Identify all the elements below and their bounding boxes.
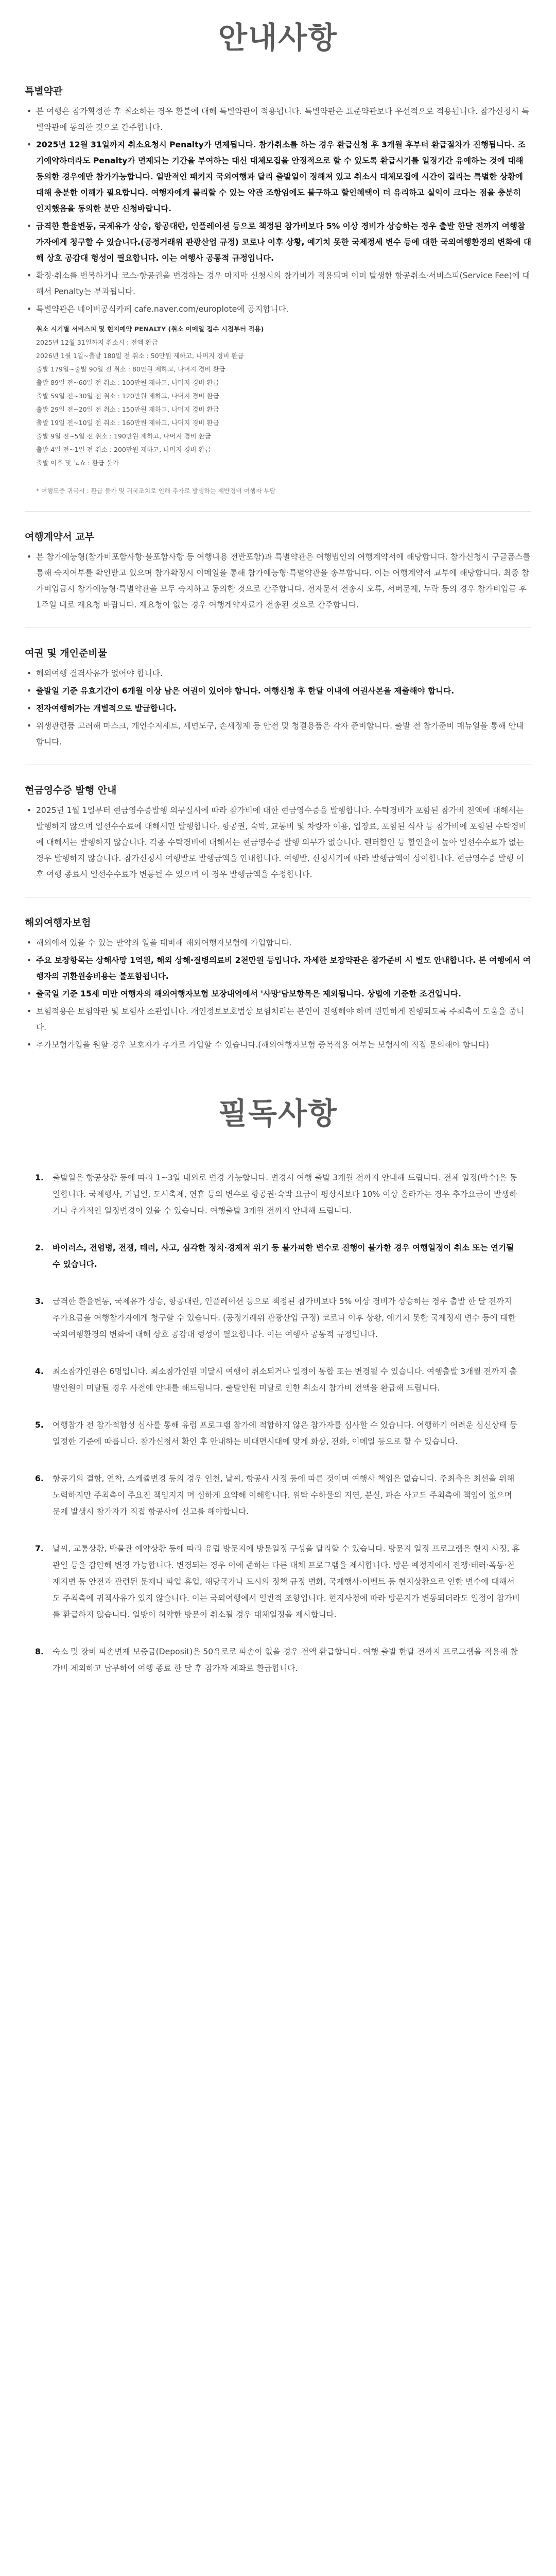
list-item: • 해외에서 있을 수 있는 만약의 일을 대비해 해외여행자보험에 가입합니다.: [25, 935, 531, 951]
emphasis-text: 주요 보장항목는 상해사망 1억원, 해외 상해·질병의료비 2천만원 등입니다. 자세한 보장약관은 참가준비 시 별도 안내합니다. 본 여행에서 여행자의 귀환원송비용는 불포함됩니다.: [36, 956, 531, 981]
item-text: 급격한 환율변동, 국제유가 상승, 항공대란, 인플레이션 등으로 책정된 참가비보다 5% 이상 경비가 상승하는 경우 출발 한 달 전까지 추가요금을 여행참가자에게 청구할 수 있습니다. (공정거래위 관광산업 규정) 코로나 이후 상황, 예기치 못한 국제정세 변수 등에 대한 국외여행환경의 변화에 대해 상호 공감대 형성이 필요합니다. 이는 여행사 공통적 규정입니다.: [53, 1297, 516, 1339]
passport-section: [25, 646, 531, 750]
penalty-note: * 여행도중 귀국시 : 환급 불가 및 귀국조치로 인해 추가로 발생하는 제반경비 여행자 부담: [36, 487, 276, 495]
item-number: 2.: [35, 1243, 44, 1252]
list-item: [25, 683, 531, 699]
list-item: • 2025년 1월 1일부터 현금영수증발행 의무실시에 따라 참가비에 대한 현금영수증을 발행합니다. 수탁경비가 포함된 참가비 전액에 대해서는 발행하지 않으며 일선수수료에 대해서만 발행합니다. 항공권, 숙박, 교통비 및 차량자 이용, 입장료, 포함된 식사 등 참가비에 포함된 수탁경비에 대해서는 발행하지 않습니다. 각종 수탁경비에 대해서는 현금영수증 발행 의무가 없습니다. 렌터할인 등 할인율이 높아 일선수수료가 없는 경우 발행하지 않습니다. 참가신청시 여행발로 발행금액을 안내합니다. 여행발, 신청시기에 따라 발행금액이 상이합니다. 현금영수증 발행 이후 여행 종료시 일선수수료가 변동될 수 있으며 이 경우 발행금액을 수정합니다.: [25, 803, 531, 883]
must-read-heading: 필독사항: [218, 1096, 338, 1131]
list-item: • 본 여행은 참가확정한 후 취소하는 경우 환불에 대해 특별약관이 적용됩니다. 특별약관은 표준약관보다 우선적으로 적용됩니다. 참가신청시 특별약관에 동의한 것으로 간주합니다.: [25, 104, 531, 135]
list-item: • 본 참가예능형(참가비포함사항·불포함사항 등 여행내용 전반포함)과 특별약관은 여행법인의 여행계약서에 해당합니다. 참가신청시 구글폼스를 통해 숙지여부를 확인받고 있으며 참가확정시 이메일을 통해 참가예능형·특별약관을 송부합니다. 이는 여행계약서 교부에 해당합니다. 최종 참가비입금시 참가예능형·특별약관을 모두 숙지하고 동의한 것으로 간주합니다. 전자문서 전송시 오류, 서버문제, 누락 등의 경우 참가비입금 후 1주일 내로 재요청 바랍니다. 재요청이 없는 경우 여행계약자료가 전송된 것으로 간주합니다.: [25, 549, 531, 613]
item-text: 출발일은 항공상황 등에 따라 1~3일 내외로 변경 가능합니다. 변경시 여행 출발 3개월 전까지 안내해 드립니다. 전체 일정(박수)은 동일합니다. 국제행사, 기념일, 도시축제, 연휴 등의 변수로 항공권·숙박 요금이 평상시보다 10% 이상 올라가는 경우 추가요금이 발생하거나 추가적인 일정변경이 있을 수 있습니다. 여행출발 3개월 전까지 안내해 드립니다.: [53, 1173, 517, 1215]
list-item: [25, 701, 531, 717]
penalty-row: 출발 29일 전~20일 전 취소 : 150만원 제하고, 나머지 경비 환급: [36, 405, 219, 413]
section-title-contract: 여행계약서 교부: [25, 531, 95, 543]
penalty-table-title: 취소 시기별 서비스피 및 현지예약 PENALTY (취소 이메일 접수 시점부터 적용): [36, 325, 264, 333]
section-title-passport: 여권 및 개인준비물: [25, 648, 108, 659]
list-item: [25, 986, 531, 1002]
penalty-row: 출발 9일 전~5일 전 취소 : 190만원 제하고, 나머지 경비 환급: [36, 432, 211, 440]
penalty-row: 출발 89일 전~60일 전 취소 : 100만원 제하고, 나머지 경비 환급: [36, 379, 219, 386]
insurance-section: [25, 915, 531, 1053]
penalty-row: 2025년 12월 31일까지 취소시 : 전액 환급: [36, 338, 158, 346]
penalty-row: 2026년 1월 1일~출발 180일 전 취소 : 50만원 제하고, 나머지 경비 환급: [36, 352, 244, 360]
list-item: • 추가보험가입을 원할 경우 보호자가 추가로 가입할 수 있습니다.(해외여행자보험 중복적용 여부는 보험사에 직접 문의해야 합니다): [25, 1037, 531, 1053]
item-number: 4.: [35, 1367, 44, 1376]
item-text: 숙소 및 장비 파손변제 보증금(Deposit)은 50유로로 파손이 없을 경우 전액 환급합니다. 여행 출발 한달 전까지 프로그램을 적용해 참가비 제외하고 납부하여 여행 종료 한 달 후 참가자 계좌로 환급합니다.: [53, 1647, 518, 1673]
emphasis-text: 전자여행허가는 개별적으로 발급합니다.: [36, 704, 177, 713]
section-title-insurance: 해외여행자보험: [25, 917, 91, 928]
emphasis-text: 2025년 12월 31일까지 취소요청시 Penalty가 면제됩니다. 참가취소를 하는 경우 환급신청 후 3개월 후부터 환급절차가 진행됩니다. 조기예약하더라도 Penalty가 면제되는 기간을 부여하는 대신 대체모집을 안정적으로 할 수 있도록 환급시기를 일정기간 유예하는 것에 대해 동의한 경우에만 참가가능합니다. 일반적인 패키지 국외여행과 달리 출발일이 정해져 있고 취소시 대체모집에 시간이 걸리는 특별한 상황에 대해 충분한 이해가 필요합니다. 여행자에게 불리할 수 있는 약관 조항임에도 불구하고 할인혜택이 더 유리하고 실익이 크다는 점을 충분히 인지했음을 동의한 분만 신청바랍니다.: [36, 140, 526, 213]
list-item: • 확정·취소를 번복하거나 코스·항공권을 변경하는 경우 마지막 신청시의 참가비가 적용되며 이미 발생한 항공취소·서비스피(Service Fee)에 대해서 Penalty는 부과됩니다.: [25, 268, 531, 300]
divider: [25, 511, 531, 512]
list-item: [35, 1540, 521, 1623]
notice-heading: 안내사항: [218, 20, 338, 55]
item-text: 날씨, 교통상황, 박물관 예약상황 등에 따라 유럽 방문지에 방문일정 구성을 달리할 수 있습니다. 방문지 일정 프로그램은 현지 사정, 휴관일 등을 감안해 변경 가능합니다. 변경되는 경우 이에 준하는 다른 대체 프로그램을 제시합니다. 방문 예정지에서 전쟁·테러·폭동·천재지변 등 안전과 관련된 문제나 파업 휴업, 해당국가나 도시의 정책 규정 변화, 국제행사·이벤트 등 현지상황으로 인한 변수에 대해서도 주최측에 귀책사유가 있지 않습니다. 이는 국외여행에서 일반적 조항입니다. 현지사정에 따라 방문지가 변동되더라도 일정이 참가비를 환급하지 않습니다. 일방이 허약한 방문이 취소될 경우 대체일정을 제시합니다.: [53, 1544, 520, 1619]
item-number: 3.: [35, 1297, 44, 1306]
contract-section: [25, 529, 531, 613]
item-number: 5.: [35, 1420, 44, 1430]
item-number: 6.: [35, 1474, 44, 1483]
list-item: • 해외여행 결격사유가 없어야 합니다.: [25, 666, 531, 682]
item-text: 항공기의 결항, 연착, 스케쥴변경 등의 경우 인천, 날씨, 항공사 사정 등에 따른 것이며 여행사 책임은 없습니다. 주최측은 최선을 위해 노력하지만 주최측이 주요진 책임지지 며 심하게 요약해 이해합니다. 위탁 수하물의 지연, 분실, 파손 사고도 주최측에 책임이 없으며 문제 발생시 참가자가 직접 항공사에 신고를 해야합니다.: [53, 1474, 515, 1516]
item-text: 여행참가 전 참가적합성 심사를 통해 유럽 프로그램 참가에 적합하지 않은 참가자를 심사할 수 있습니다. 여행하기 어려운 심신상태 등 일정한 기준에 따릅니다. 참가신청서 확인 후 안내하는 비대면시대에 맞게 화상, 전화, 이메일 등으로 할 수 있습니다.: [53, 1420, 517, 1446]
list-item: [25, 953, 531, 985]
list-item: [25, 137, 531, 217]
emphasis-text: 출국일 기준 15세 미만 여행자의 해외여행자보험 보장내역에서 '사망'담보항목은 제외됩니다. 상법에 기준한 조건입니다.: [36, 989, 461, 998]
list-item: • 보험적용은 보험약관 및 보험사 소관입니다. 개인정보보호법상 보험처리는 본인이 진행해야 하며 원만하게 진행되도록 주최측이 도움을 줍니다.: [25, 1004, 531, 1036]
list-item: [35, 1470, 521, 1520]
item-number: 7.: [35, 1544, 44, 1553]
list-item: • 특별약관은 네이버공식카페 cafe.naver.com/europlote에 공지합니다.: [25, 301, 531, 317]
item-number: 8.: [35, 1647, 44, 1656]
penalty-row: 출발 179일~출발 90일 전 취소 : 80만원 제하고, 나머지 경비 환급: [36, 365, 225, 373]
emphasis-text: 급격한 환율변동, 국제유가 상승, 항공대란, 인플레이션 등으로 책정된 참가비보다 5% 이상 경비가 상승하는 경우 출발 한달 전까지 여행참가자에게 청구할 수 있습니다.(공정거래위 관광산업 규정) 코로나 이후 상황, 예기치 못한 국제정세 변수 등에 대한 국외여행환경의 변화에 대해 상호 공감대 형성이 필요합니다. 이는 여행사 공통적 규정입니다.: [36, 222, 531, 263]
list-item: [35, 1293, 521, 1343]
list-item: [35, 1363, 521, 1396]
receipt-section: [25, 783, 531, 883]
item-text: 최소참가인원은 6명입니다. 최소참가인원 미달시 여행이 취소되거나 일정이 통합 또는 변경될 수 있습니다. 여행출발 3개월 전까지 출발인원이 미달될 경우 사전에 안내를 해드립니다. 출발인원 미달로 인한 취소시 참가비 전액을 환급해 드립니다.: [53, 1367, 517, 1393]
item-number: 1.: [35, 1173, 44, 1182]
penalty-row: 출발 19일 전~10일 전 취소 : 160만원 제하고, 나머지 경비 환급: [36, 419, 219, 427]
penalty-row: 출발 4일 전~1일 전 취소 : 200만원 제하고, 나머지 경비 환급: [36, 446, 211, 453]
penalty-table: [36, 323, 531, 497]
section-title-special-terms: 특별약관: [25, 86, 63, 97]
list-item: [35, 1170, 521, 1219]
special-terms-section: [25, 83, 531, 497]
list-item: [35, 1240, 521, 1273]
list-item: [35, 1417, 521, 1450]
list-item: [35, 1643, 521, 1676]
section-title-receipt: 현금영수증 발행 안내: [25, 785, 117, 796]
must-read-list: [35, 1170, 521, 1676]
penalty-row: 출발 59일 전~30일 전 취소 : 120만원 제하고, 나머지 경비 환급: [36, 392, 219, 400]
list-item: [25, 218, 531, 266]
penalty-row: 출발 이후 및 노쇼 : 환급 불가: [36, 459, 119, 467]
emphasis-text: 출발일 기준 유효기간이 6개월 이상 남은 여권이 있어야 합니다. 여행신청 후 한달 이내에 여권사본을 제출해야 합니다.: [36, 686, 455, 696]
list-item: • 위생관련품 고려해 마스크, 개인수저세트, 세면도구, 손세정제 등 안전 및 청결용품은 각자 준비합니다. 출발 전 참가준비 매뉴얼을 통해 안내합니다.: [25, 718, 531, 750]
item-text: 바이러스, 전염병, 전쟁, 테러, 사고, 심각한 정치·경제적 위기 등 불가피한 변수로 진행이 불가한 경우 여행일정이 취소 또는 연기될 수 있습니다.: [53, 1243, 514, 1269]
